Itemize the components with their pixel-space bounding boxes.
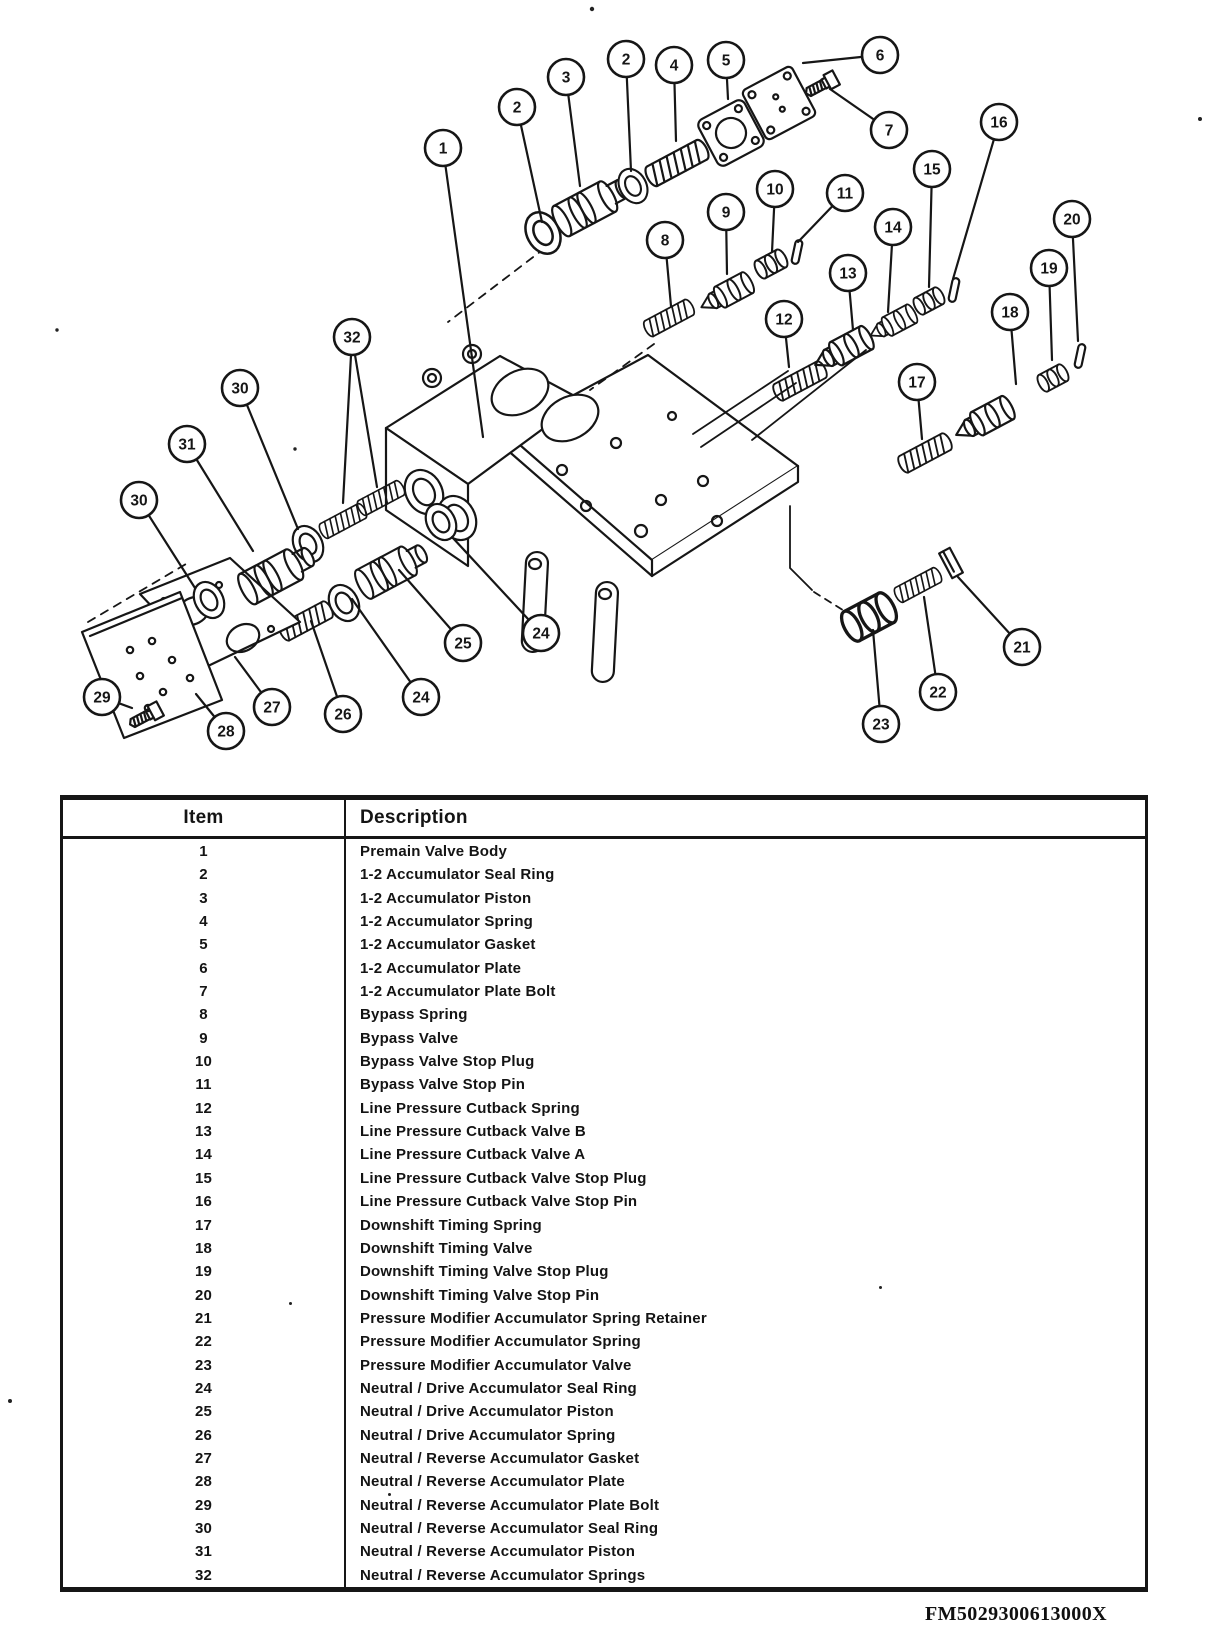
part-downshift-spring	[896, 432, 954, 475]
description-cell: 1-2 Accumulator Seal Ring	[360, 866, 555, 884]
description-cell: 1-2 Accumulator Piston	[360, 889, 532, 907]
callout-number: 12	[775, 311, 793, 329]
description-cell: Line Pressure Cutback Valve A	[360, 1146, 586, 1164]
description-cell: Bypass Valve Stop Pin	[360, 1076, 526, 1094]
callout-number: 32	[343, 329, 361, 347]
callout-number: 2	[621, 51, 631, 69]
part-bypass-spring	[642, 298, 697, 338]
callout-number: 18	[1001, 304, 1019, 322]
callout-number: 3	[561, 69, 571, 87]
description-cell: Line Pressure Cutback Valve Stop Pin	[360, 1193, 638, 1211]
exploded-parts-diagram	[0, 0, 1216, 762]
item-cell: 23	[63, 1353, 345, 1376]
callout-number: 19	[1040, 260, 1058, 278]
description-cell: Bypass Valve Stop Plug	[360, 1053, 535, 1071]
scan-speck	[289, 1302, 292, 1305]
callout-number: 7	[884, 122, 894, 140]
item-cell: 5	[63, 933, 345, 956]
callout-leader-line	[953, 122, 999, 279]
table-row	[63, 1213, 1145, 1236]
item-cell: 21	[63, 1307, 345, 1330]
callout-number: 10	[766, 181, 784, 199]
item-cell: 22	[63, 1330, 345, 1353]
table-row	[63, 1073, 1145, 1096]
description-cell: Downshift Timing Spring	[360, 1216, 542, 1234]
callout-number: 13	[839, 265, 857, 283]
callout-leader-line	[343, 337, 352, 503]
item-cell: 28	[63, 1470, 345, 1493]
description-cell: Pressure Modifier Accumulator Spring	[360, 1333, 641, 1351]
item-cell: 26	[63, 1423, 345, 1446]
part-bypass-valve	[696, 270, 757, 317]
table-row	[63, 1307, 1145, 1330]
callout-number: 22	[929, 684, 947, 702]
description-cell: Line Pressure Cutback Spring	[360, 1099, 580, 1117]
table-row	[63, 1330, 1145, 1353]
description-column-header: Description	[345, 800, 1145, 838]
callout-number: 14	[884, 219, 902, 237]
description-cell: 1-2 Accumulator Spring	[360, 913, 534, 931]
part-nd-piston	[352, 538, 433, 602]
callout-number: 11	[836, 185, 854, 203]
callout-number: 4	[669, 57, 679, 75]
scan-speck	[879, 1286, 882, 1289]
callout-number: 31	[178, 436, 196, 454]
description-cell: Bypass Valve	[360, 1029, 459, 1047]
table-row	[63, 1563, 1145, 1587]
item-cell: 15	[63, 1167, 345, 1190]
item-cell: 8	[63, 1003, 345, 1026]
item-cell: 20	[63, 1283, 345, 1306]
table-row	[63, 1493, 1145, 1516]
item-cell: 3	[63, 887, 345, 910]
description-cell: Neutral / Reverse Accumulator Piston	[360, 1543, 636, 1561]
part-accumulator-spring	[643, 138, 712, 188]
table-row	[63, 933, 1145, 956]
callout-number: 26	[334, 706, 352, 724]
description-cell: Pressure Modifier Accumulator Valve	[360, 1356, 632, 1374]
callout-number: 30	[130, 492, 148, 510]
part-downshift-stop-pin	[1074, 344, 1086, 369]
table-row	[63, 1167, 1145, 1190]
description-cell: Line Pressure Cutback Valve Stop Plug	[360, 1169, 647, 1187]
scan-speck	[388, 1493, 391, 1496]
item-cell: 4	[63, 910, 345, 933]
table-row	[63, 957, 1145, 980]
callout-number: 24	[532, 625, 550, 643]
callout-number: 17	[908, 374, 926, 392]
item-cell: 6	[63, 957, 345, 980]
item-cell: 9	[63, 1027, 345, 1050]
table-row	[63, 1423, 1145, 1446]
part-bypass-stop-pin	[791, 240, 803, 265]
table-row	[63, 910, 1145, 933]
description-cell: Neutral / Drive Accumulator Seal Ring	[360, 1379, 637, 1397]
item-cell: 17	[63, 1213, 345, 1236]
table-row	[63, 1283, 1145, 1306]
description-cell: Bypass Spring	[360, 1006, 468, 1024]
callout-number: 5	[721, 52, 731, 70]
description-cell: Neutral / Drive Accumulator Piston	[360, 1403, 614, 1421]
item-cell: 14	[63, 1143, 345, 1166]
item-cell: 19	[63, 1260, 345, 1283]
part-modifier-valve	[837, 590, 900, 644]
item-cell: 31	[63, 1540, 345, 1563]
part-spring-retainer	[939, 548, 963, 578]
item-cell: 25	[63, 1400, 345, 1423]
part-cutback-stop-plug	[911, 286, 947, 317]
table-row	[63, 838, 1145, 864]
table-row	[63, 1190, 1145, 1213]
part-modifier-spring	[892, 566, 943, 604]
item-cell: 29	[63, 1493, 345, 1516]
item-cell: 10	[63, 1050, 345, 1073]
part-nr-spring	[317, 502, 368, 540]
callout-number: 16	[990, 114, 1008, 132]
description-cell: Premain Valve Body	[360, 842, 508, 860]
part-cutback-stop-pin	[948, 278, 960, 303]
callout-number: 9	[721, 204, 731, 222]
description-cell: 1-2 Accumulator Gasket	[360, 936, 536, 954]
callout-number: 15	[923, 161, 941, 179]
item-cell: 18	[63, 1237, 345, 1260]
description-cell: 1-2 Accumulator Plate	[360, 959, 522, 977]
callout-number: 27	[263, 699, 281, 717]
item-cell: 11	[63, 1073, 345, 1096]
description-cell: Neutral / Reverse Accumulator Seal Ring	[360, 1519, 659, 1537]
table-row	[63, 1353, 1145, 1376]
part-cutback-valve-a	[866, 303, 920, 345]
table-row	[63, 1050, 1145, 1073]
part-bypass-stop-plug	[752, 248, 790, 281]
callout-number: 28	[217, 723, 235, 741]
table-row	[63, 1517, 1145, 1540]
item-cell: 16	[63, 1190, 345, 1213]
item-cell: 24	[63, 1377, 345, 1400]
table-row	[63, 1097, 1145, 1120]
item-cell: 7	[63, 980, 345, 1003]
description-cell: 1-2 Accumulator Plate Bolt	[360, 983, 556, 1001]
item-cell: 30	[63, 1517, 345, 1540]
description-cell: Neutral / Reverse Accumulator Plate Bolt	[360, 1496, 660, 1514]
table-row	[63, 1027, 1145, 1050]
table-row	[63, 1143, 1145, 1166]
part-downshift-valve	[950, 394, 1017, 446]
parts-table	[60, 795, 1148, 1592]
description-cell: Downshift Timing Valve	[360, 1239, 533, 1257]
item-cell: 32	[63, 1563, 345, 1587]
item-cell: 27	[63, 1447, 345, 1470]
description-cell: Downshift Timing Valve Stop Plug	[360, 1263, 609, 1281]
callout-number: 6	[875, 47, 885, 65]
item-cell: 2	[63, 863, 345, 886]
description-cell: Pressure Modifier Accumulator Spring Retainer	[360, 1309, 707, 1327]
table-row	[63, 1237, 1145, 1260]
callout-number: 1	[438, 140, 448, 158]
table-header-row	[63, 800, 1145, 838]
table-row	[63, 1377, 1145, 1400]
table-row	[63, 1540, 1145, 1563]
item-cell: 12	[63, 1097, 345, 1120]
callout-number: 23	[872, 716, 890, 734]
callout-number: 30	[231, 380, 249, 398]
part-downshift-stop-plug	[1035, 363, 1071, 394]
scan-speck	[8, 1399, 12, 1403]
table-row	[63, 863, 1145, 886]
callout-leader-line	[240, 388, 298, 529]
item-column-header: Item	[63, 800, 345, 838]
callout-number: 29	[93, 689, 111, 707]
callout-number: 24	[412, 689, 430, 707]
callout-number: 2	[512, 99, 522, 117]
description-cell: Neutral / Reverse Accumulator Gasket	[360, 1449, 640, 1467]
table-row	[63, 1400, 1145, 1423]
callout-number: 8	[660, 232, 670, 250]
description-cell: Downshift Timing Valve Stop Pin	[360, 1286, 600, 1304]
document-code: FM5029300613000X	[925, 1603, 1107, 1625]
callout-number: 20	[1063, 211, 1081, 229]
description-cell: Neutral / Reverse Accumulator Springs	[360, 1566, 646, 1584]
callout-number: 21	[1013, 639, 1031, 657]
table-row	[63, 980, 1145, 1003]
item-cell: 13	[63, 1120, 345, 1143]
description-cell: Neutral / Reverse Accumulator Plate	[360, 1473, 625, 1491]
description-cell: Line Pressure Cutback Valve B	[360, 1123, 586, 1141]
description-cell: Neutral / Drive Accumulator Spring	[360, 1426, 616, 1444]
table-row	[63, 1003, 1145, 1026]
table-row	[63, 1470, 1145, 1493]
table-row	[63, 887, 1145, 910]
table-row	[63, 1260, 1145, 1283]
table-row	[63, 1447, 1145, 1470]
table-body	[63, 838, 1145, 1588]
table-row	[63, 1120, 1145, 1143]
item-cell: 1	[63, 838, 345, 864]
callout-number: 25	[454, 635, 472, 653]
callout-leader-line	[352, 337, 377, 487]
